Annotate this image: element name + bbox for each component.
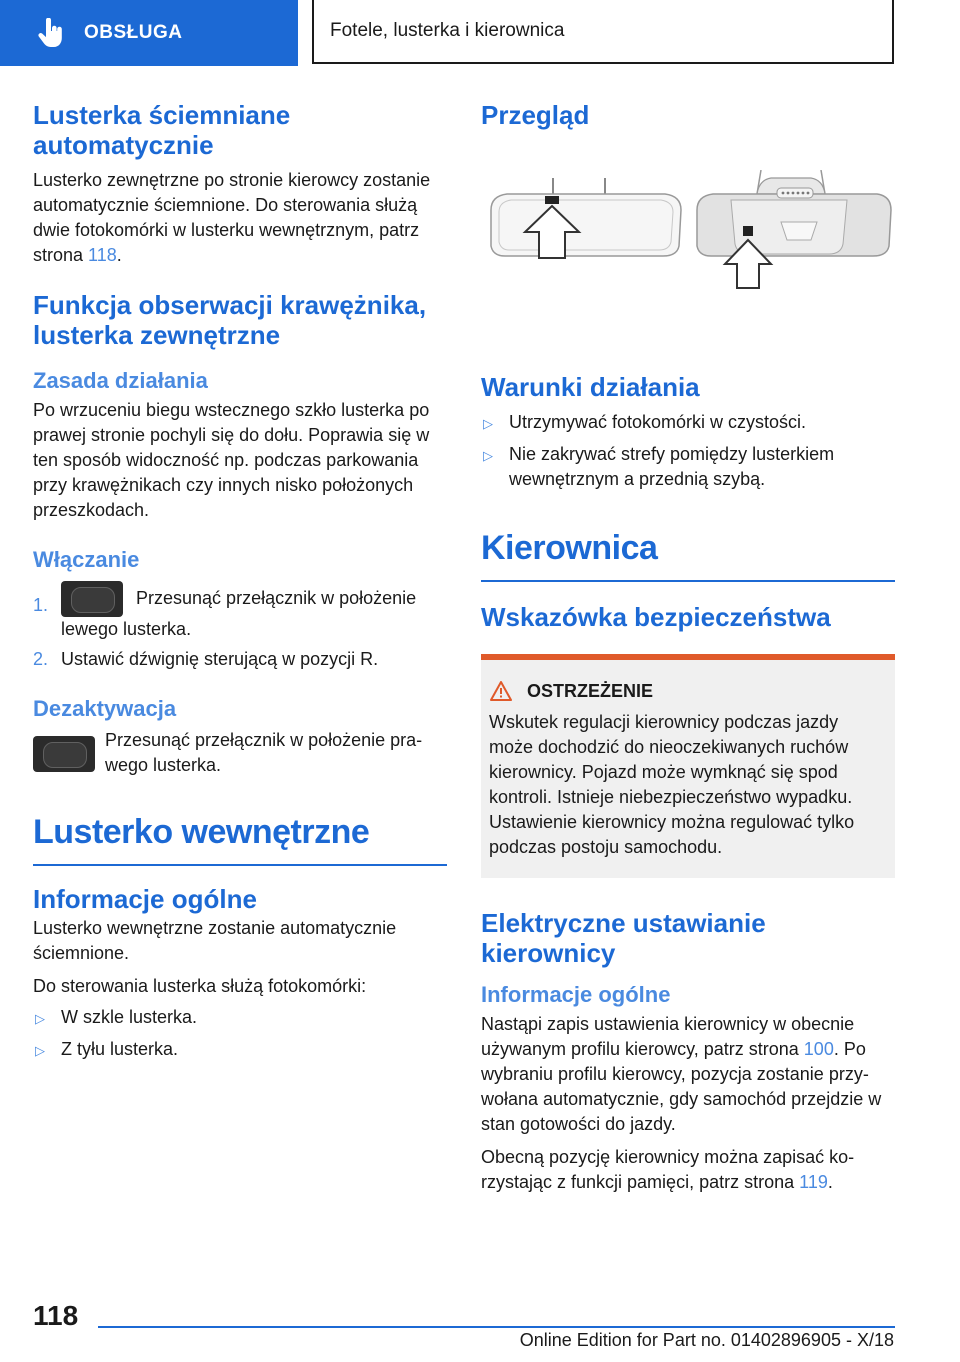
general-text: Lusterko wewnętrzne zostanie automatycznie ściemnione. xyxy=(33,918,397,963)
conditions-item-text: Nie zakrywać strefy pomiędzy lusterkiem wewnętrznym a przednią szybą. xyxy=(509,444,835,489)
hand-pointer-icon xyxy=(38,18,64,48)
chapter-title xyxy=(312,0,894,64)
enable-step-2 xyxy=(33,647,447,672)
heading-inner-mirror: Lusterko wewnętrzne xyxy=(33,812,447,866)
conditions-list xyxy=(481,410,895,492)
page-number: 118 xyxy=(33,1300,79,1331)
heading-principle: Zasada działania xyxy=(33,368,208,393)
disable-row xyxy=(33,728,447,778)
conditions-item-text: Utrzymywać fotokomórki w czystości. xyxy=(509,412,807,432)
auto-dim-text: Lusterko zewnętrzne po stronie kierowcy zostanie automatycznie ściemnione. Do sterowania służą dwie fotokomórki w lusterku wewnętrznym, patrz strona xyxy=(33,170,431,265)
principle-paragraph: Po wrzuceniu biegu wstecznego szkło lusterka po prawej stronie pochyli się do dołu. Poprawia się w ten sposób widoczność np. podczas parkowania przy krawężnikach czy innych nisko położonych przeszkodach. xyxy=(33,400,430,520)
section-label: OBSŁUGA xyxy=(84,22,183,43)
control-item xyxy=(33,1005,447,1030)
right-column xyxy=(481,100,895,1195)
warning-text: Wskutek regulacji kierownicy podczas jazdy może dochodzić do nieoczekiwanych ruchów kierownicy. Pojazd może wymknąć się spod kontroli. Istnieje niebezpieczeństwo wypadku. Ustawienie kierownicy można regulować tylko podczas postoju samochodu. xyxy=(489,712,855,857)
memory-paragraph: Obecną pozycję kierownicy można zapisać korzystając z funkcji pamięci, patrz strona 119. xyxy=(481,1147,855,1192)
warning-triangle-icon xyxy=(489,680,513,702)
control-item xyxy=(33,1037,447,1062)
heading-conditions: Warunki działania xyxy=(481,372,700,402)
conditions-item xyxy=(481,442,895,492)
heading-curb-monitor: Funkcja obserwacji krawężnika, lusterka zewnętrzne xyxy=(33,290,427,350)
mirror-switch-right-icon xyxy=(33,736,95,772)
heading-auto-dim: Lusterka ściemniane automatycznie xyxy=(33,100,291,160)
section-tab[interactable] xyxy=(0,0,298,66)
control-list xyxy=(33,1005,447,1062)
page-link-119[interactable]: 119 xyxy=(799,1172,828,1192)
triangle-bullet-icon: ▷ xyxy=(35,1011,45,1026)
electric-text-a: Nastąpi zapis ustawienia kierownicy w obecnie używanym profilu kierowcy, patrz strona xyxy=(481,1014,855,1059)
edition-note: Online Edition for Part no. 01402896905 - X/18 xyxy=(519,1330,894,1350)
chapter-label: Fotele, lusterka i kierownica xyxy=(330,20,565,41)
electric-text-b: . Po wybraniu profilu kierowcy, pozycja zostanie przywołana automatycznie, gdy samochód przejdzie w stan gotowości do jazdy. xyxy=(481,1039,882,1134)
heading-disable: Dezaktywacja xyxy=(33,696,177,721)
warning-header xyxy=(489,680,887,702)
heading-overview: Przegląd xyxy=(481,100,590,130)
mirror-photocell-illustration xyxy=(481,170,895,320)
step-text: Ustawić dźwignię sterującą w pozycji R. xyxy=(61,649,379,669)
warning-label: OSTRZEŻENIE xyxy=(527,680,654,701)
control-text: Do sterowania lusterka służą fotokomórki: xyxy=(33,976,367,996)
footer-divider xyxy=(98,1326,895,1328)
triangle-bullet-icon: ▷ xyxy=(483,416,493,431)
mirror-switch-left-icon xyxy=(61,581,123,617)
left-column xyxy=(33,100,447,1062)
heading-enable: Włączanie xyxy=(33,547,140,572)
heading-electric: Elektryczne ustawianie kierownicy xyxy=(481,908,766,968)
page-link-100[interactable]: 100 xyxy=(803,1039,834,1059)
auto-dim-paragraph: Lusterko zewnętrzne po stronie kierowcy zostanie automatycznie ściemnione. Do sterowania służą dwie fotokomórki w lusterku wewnętrznym, patrz strona 118. xyxy=(33,170,431,265)
heading-safety: Wskazówka bezpieczeństwa xyxy=(481,602,831,632)
triangle-bullet-icon: ▷ xyxy=(483,448,493,463)
step-text: Przesunąć przełącznik w położenie lewego lusterka. xyxy=(61,587,417,639)
conditions-item xyxy=(481,410,895,435)
enable-steps xyxy=(33,581,447,672)
disable-text: Przesunąć przełącznik w położenie prawego lusterka. xyxy=(105,730,423,775)
enable-step-1 xyxy=(33,581,447,641)
step-number: 2. xyxy=(33,649,49,669)
control-item-text: W szkle lusterka. xyxy=(61,1007,198,1027)
step-number: 1. xyxy=(33,595,49,615)
warning-box xyxy=(481,654,895,878)
electric-paragraph xyxy=(481,1012,895,1137)
control-item-text: Z tyłu lusterka. xyxy=(61,1039,179,1059)
page-header xyxy=(0,0,960,66)
heading-electric-general: Informacje ogólne xyxy=(481,982,671,1007)
memory-text: Obecną pozycję kierownicy można zapisać korzystając z funkcji pamięci, patrz strona xyxy=(481,1147,855,1192)
heading-general: Informacje ogólne xyxy=(33,884,257,914)
page-link-118[interactable]: 118 xyxy=(88,245,117,265)
triangle-bullet-icon: ▷ xyxy=(35,1043,45,1058)
heading-steering: Kierownica xyxy=(481,528,895,582)
